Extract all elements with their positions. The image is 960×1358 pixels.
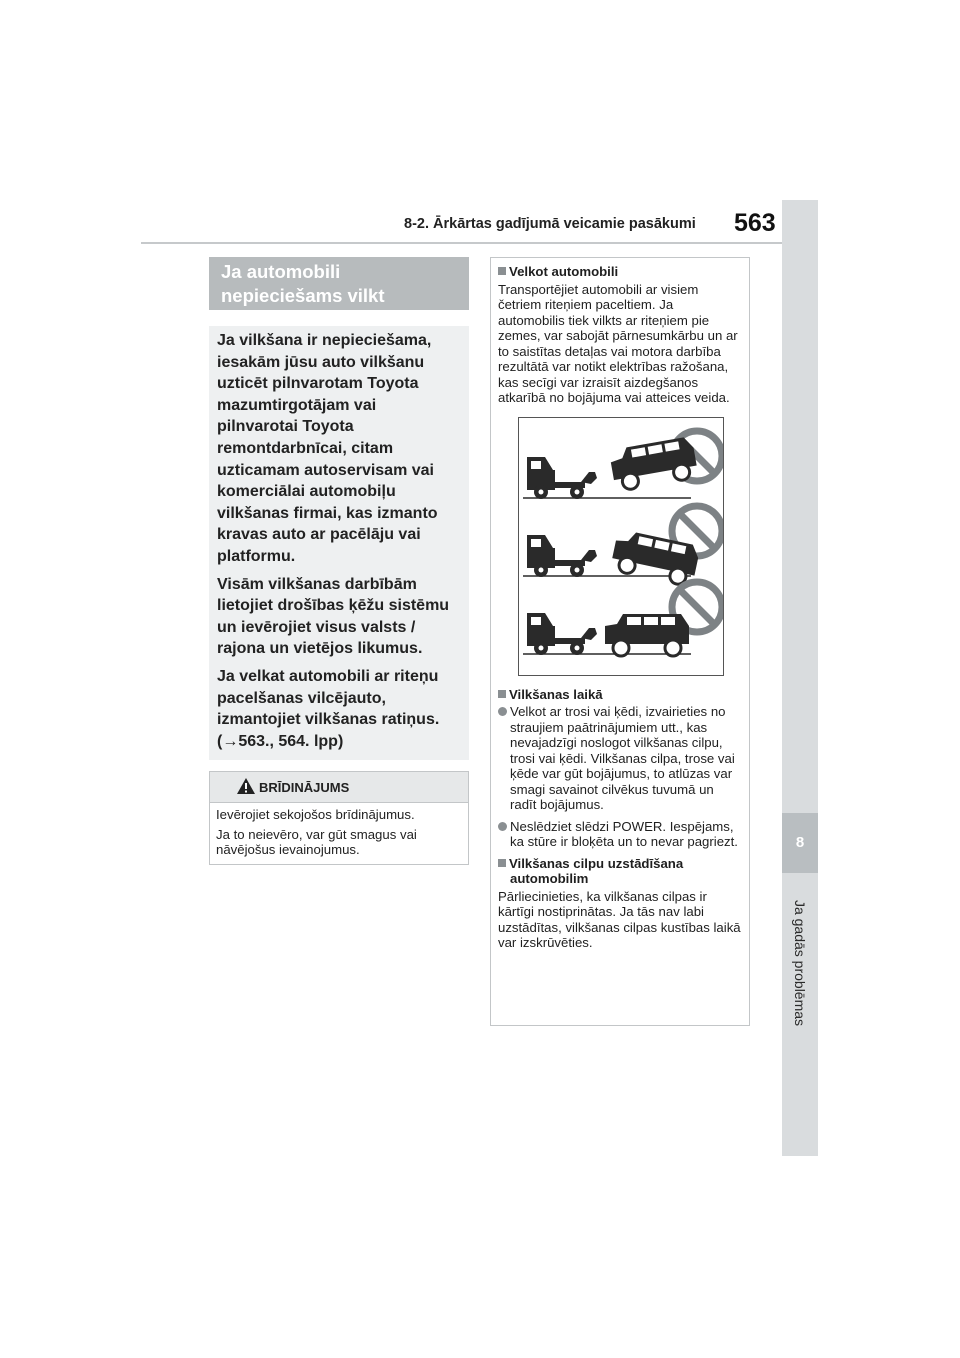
subheading-towing-eyelets-text: Vilkšanas cilpu uzstādīšana automobilim [509, 855, 684, 886]
warning-line-2: Ja to neievēro, var gūt smagus vai nāvējošus ievainojumus. [216, 826, 417, 857]
warning-label: BRĪDINĀJUMS [259, 780, 350, 795]
towing-diagram-svg [519, 418, 723, 675]
intro-paragraph-3-text: Ja velkat automobili ar riteņu pacelšanas vilcējauto, izmantojiet vilkšanas ratiņus. [217, 667, 440, 729]
warning-line-1: Ievērojiet sekojošos brīdinājumus. [216, 807, 415, 822]
intro-paragraph-1: Ja vilkšana ir nepieciešama, iesakām jūsu auto vilkšanu uzticēt pilnvarotam Toyota mazumtirgotājam vai pilnvarotai Toyota remontdarbnīcai, citam uzticamam autoservisam vai komerciālai automobiļu vilkšanas firmai, kas izmanto kravas auto ar pacēlāju vai platformu. [217, 332, 438, 565]
square-bullet-icon [498, 690, 506, 698]
towing-eyelets-paragraph: Pārliecinieties, ka vilkšanas cilpas ir kārtīgi nostiprinātas. Ja tās nav labi uzstādītas, vilkšanas cilpas kustības laikā var izskrūvēties. [498, 888, 741, 950]
list-item-text: Velkot ar trosi vai ķēdi, izvairieties no straujiem paātrinājumiem utt., kas nevajadzīgi noslogot vilkšanas cilpu, trosi vai ķēdi. Vilkšanas cilpa, trose vai ķēde var gūt bojājumus, to atlūzas var smagi savainot cilvēkus tuvumā un radīt bojājumus. [510, 704, 735, 812]
subheading-towing [498, 264, 741, 280]
towed-car-icon [609, 435, 699, 491]
chapter-number: 8 [782, 813, 818, 873]
warning-header [210, 772, 468, 803]
list-item-text: Neslēdziet slēdzi POWER. Iespējams, ka stūre ir bloķēta un to nevar pagriezt. [510, 818, 738, 849]
warning-box [209, 771, 469, 865]
section-title-line-2: nepieciešams vilkt [221, 285, 385, 306]
section-title-line-1: Ja automobili [221, 261, 341, 282]
square-bullet-icon [498, 267, 506, 275]
list-item [498, 819, 741, 850]
list-item [498, 704, 741, 813]
header-divider [141, 242, 783, 244]
towed-car-icon [610, 528, 701, 587]
warning-body [210, 803, 468, 858]
towing-illustration [518, 417, 724, 676]
square-bullet-icon [498, 859, 506, 867]
tow-truck-icon [527, 535, 597, 577]
round-bullet-icon [498, 707, 507, 716]
subheading-during-towing-text: Vilkšanas laikā [509, 686, 603, 702]
subheading-towing-eyelets [498, 856, 741, 887]
subheading-towing-text: Velkot automobili [509, 264, 619, 279]
page-reference-link[interactable]: (→563., 564. lpp) [217, 732, 344, 750]
subheading-during-towing [498, 687, 741, 703]
intro-paragraph-3 [217, 666, 457, 752]
round-bullet-icon [498, 822, 507, 831]
tow-truck-icon [527, 613, 597, 655]
towed-car-icon [605, 614, 689, 656]
tow-truck-icon [527, 457, 597, 499]
page-number: 563 [734, 209, 776, 237]
towing-paragraph: Transportējiet automobili ar visiem četriem riteņiem paceltiem. Ja automobilis tiek vilkts ar riteņiem pie zemes, var sabojāt pārnesumkārbu un ar to saistītas detaļas vai motora darbība rezultātā var notikt elektrības ražošana, kas secīgi var izraisīt aizdegšanos atkarībā no bojājuma vai atteices veida. [498, 281, 738, 405]
intro-paragraph-2: Visām vilkšanas darbībām lietojiet drošības ķēžu sistēmu un ievērojiet visus valsts / rajona un vietējos likumus. [217, 575, 450, 658]
running-header: 8-2. Ārkārtas gadījumā veicamie pasākumi [404, 216, 696, 232]
warning-details-box [490, 257, 750, 1026]
intro-box [209, 326, 469, 760]
chapter-label: Ja gadās problēmas [792, 899, 808, 1027]
warning-triangle-icon [237, 778, 255, 794]
section-title [209, 257, 469, 310]
